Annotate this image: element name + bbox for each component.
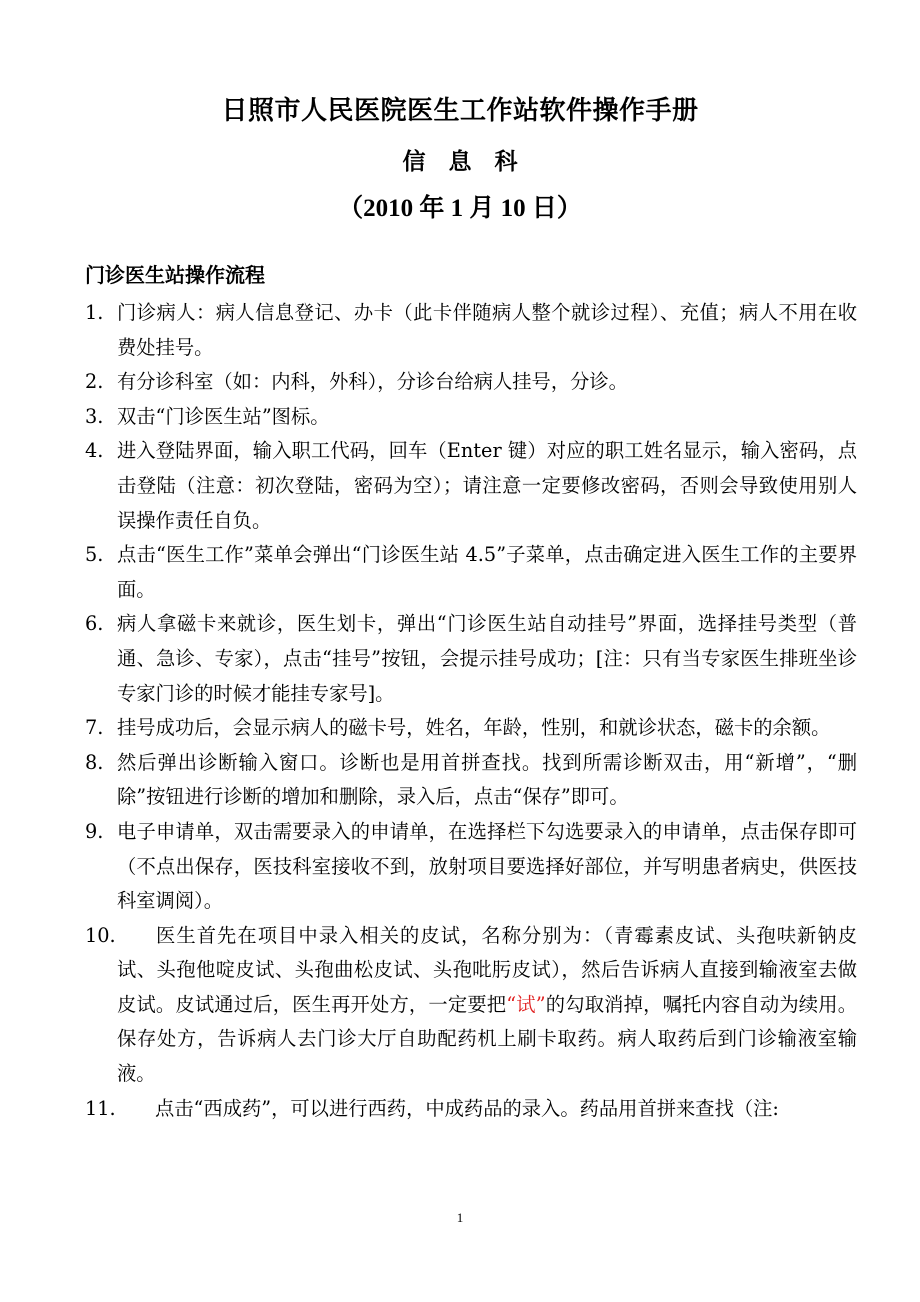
item-text: 医生首先在项目中录入相关的皮试，名称分别为：（青霉素皮试、头孢呋新钠皮试、头孢他啶皮试、头孢曲松皮试、头孢吡肟皮试），然后告诉病人直接到输液室去做皮试。皮试通过后，医生再开处方，一定要把 xyxy=(117,923,857,1016)
item-text: 点击“西成药”，可以进行西药，中成药品的录入。药品用首拼来查找（注: xyxy=(155,1096,779,1120)
item-number: 3. xyxy=(85,404,104,428)
list-item xyxy=(85,746,857,815)
item-number: 9. xyxy=(85,819,104,843)
highlighted-text: “试” xyxy=(506,992,546,1016)
list-item xyxy=(85,919,857,1092)
document-title: 日照市人民医院医生工作站软件操作手册 xyxy=(221,96,699,126)
list-item xyxy=(85,400,857,435)
item-text: 门诊病人：病人信息登记、办卡（此卡伴随病人整个就诊过程）、充值；病人不用在收费处挂号。 xyxy=(117,301,857,359)
item-number: 8. xyxy=(85,750,104,774)
item-number: 11. xyxy=(85,1096,116,1120)
list-item xyxy=(85,1092,857,1127)
item-number: 6. xyxy=(85,612,104,636)
item-number: 2. xyxy=(85,370,104,394)
list-item xyxy=(85,815,857,919)
item-number: 5. xyxy=(85,543,104,567)
item-text: 有分诊科室（如：内科，外科），分诊台给病人挂号，分诊。 xyxy=(117,370,628,394)
document-date: （2010 年 1 月 10 日） xyxy=(338,195,582,222)
item-number: 7. xyxy=(85,716,104,740)
list-item xyxy=(85,538,857,607)
list-item xyxy=(85,434,857,538)
item-text: 病人拿磁卡来就诊，医生划卡，弹出“门诊医生站自动挂号”界面，选择挂号类型（普通、急诊、专家），点击“挂号”按钮，会提示挂号成功；[注：只有当专家医生排班坐诊专家门诊的时候才能挂专家号]。 xyxy=(117,612,857,705)
item-text: 电子申请单，双击需要录入的申请单，在选择栏下勾选要录入的申请单，点击保存即可（不点出保存，医技科室接收不到，放射项目要选择好部位，并写明患者病史，供医技科室调阅）。 xyxy=(117,819,857,913)
list-item xyxy=(85,711,857,746)
list-item xyxy=(85,365,857,400)
section-heading: 门诊医生站操作流程 xyxy=(85,263,265,287)
item-text: 然后弹出诊断输入窗口。诊断也是用首拼查找。找到所需诊断双击，用“新增”，“删除”按钮进行诊断的增加和删除，录入后，点击“保存”即可。 xyxy=(117,750,857,809)
item-number: 10. xyxy=(85,923,116,947)
item-text: 点击“医生工作”菜单会弹出“门诊医生站 4.5”子菜单，点击确定进入医生工作的主要界面。 xyxy=(117,543,857,601)
item-text-continued: 的勾取消掉，嘱托内容自动为续用。保存处方，告诉病人去门诊大厅自助配药机上刷卡取药。病人取药后到门诊输液室输液。 xyxy=(117,992,858,1086)
page-number: 1 xyxy=(456,1210,464,1225)
item-text: 双击“门诊医生站”图标。 xyxy=(117,404,330,428)
item-number: 4. xyxy=(85,439,104,463)
list-item xyxy=(85,607,857,711)
list-item xyxy=(85,296,857,365)
item-text: 进入登陆界面，输入职工代码，回车（Enter 键）对应的职工姓名显示，输入密码，点击登陆（注意：初次登陆，密码为空）；请注意一定要修改密码，否则会导致使用别人误操作责任自负。 xyxy=(117,439,857,532)
procedure-list xyxy=(85,296,857,1126)
item-number: 1. xyxy=(85,301,104,324)
item-text: 挂号成功后，会显示病人的磁卡号，姓名，年龄，性别，和就诊状态，磁卡的余额。 xyxy=(117,716,831,740)
department-name: 信 息 科 xyxy=(402,149,518,175)
